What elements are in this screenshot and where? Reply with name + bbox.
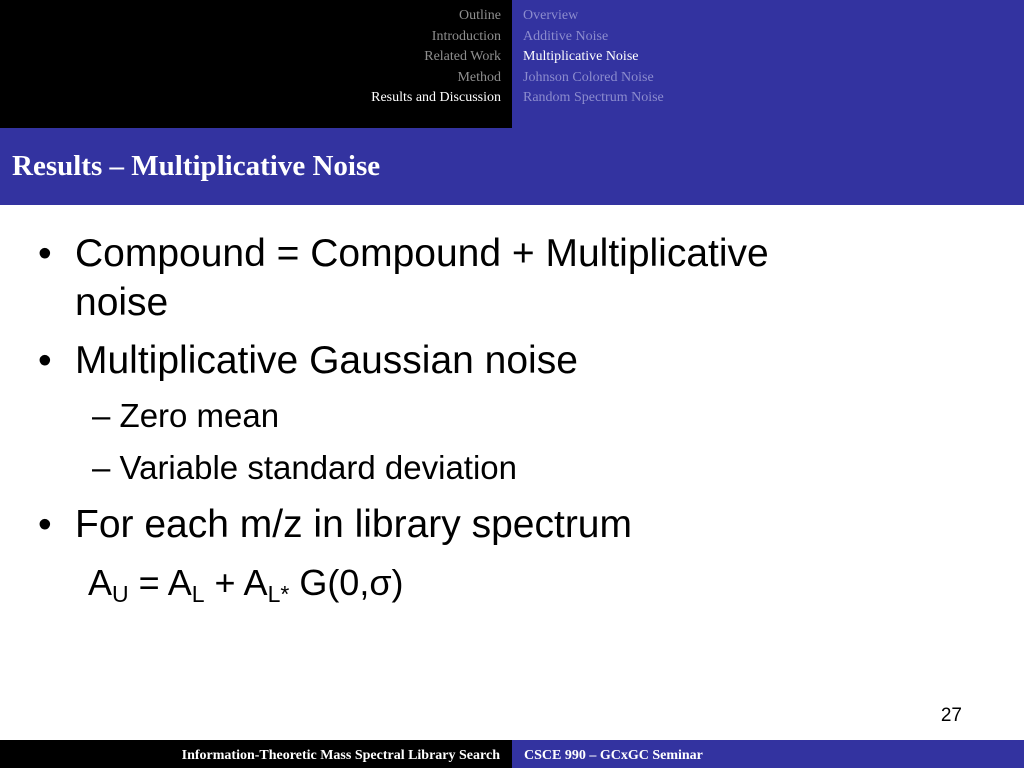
page-number: 27 (940, 705, 962, 726)
formula-sub-u: U (112, 581, 129, 607)
formula-g: G(0,σ) (289, 562, 404, 603)
subsection-nav (512, 0, 1024, 128)
formula-eq: = (128, 562, 168, 603)
nav-subsection-multiplicative-noise[interactable]: Multiplicative Noise (523, 49, 639, 65)
nav-section-introduction[interactable]: Introduction (431, 28, 501, 44)
subbullet-marker: – (92, 397, 111, 434)
formula-plus: + (204, 562, 244, 603)
nav-subsection-johnson-colored-noise[interactable]: Johnson Colored Noise (523, 69, 654, 85)
bullet-text (75, 229, 769, 327)
footer-right (512, 740, 1024, 768)
nav-section-method[interactable]: Method (457, 69, 501, 85)
bullet-text-line2: noise (75, 281, 169, 324)
subbullet-marker: – (92, 449, 111, 486)
bullet-marker: • (38, 232, 52, 275)
bullet-text-line1: Compound = Compound + Multiplicative (75, 232, 769, 275)
nav-subsection-overview[interactable]: Overview (523, 8, 579, 23)
formula-a1: A (88, 562, 113, 603)
formula-a3: A (243, 562, 268, 603)
nav-subsection-additive-noise[interactable]: Additive Noise (523, 28, 609, 44)
bullet-marker: • (38, 503, 52, 546)
nav-section-outline[interactable]: Outline (459, 8, 501, 23)
formula-sub-l: L (191, 581, 205, 607)
footer-left (0, 740, 512, 768)
slide-title: Results – Multiplicative Noise (12, 150, 381, 182)
bullet-text: Multiplicative Gaussian noise (75, 339, 578, 382)
footer-course-name: CSCE 990 – GCxGC Seminar (524, 748, 703, 763)
subbullet-variable-std (92, 448, 517, 488)
nav-section-related-work[interactable]: Related Work (424, 49, 501, 65)
section-nav (0, 0, 512, 128)
title-bar (0, 128, 1024, 205)
formula-sub-l-star: L* (267, 581, 290, 607)
subbullet-text: Zero mean (119, 397, 280, 434)
nav-section-results[interactable]: Results and Discussion (371, 90, 501, 106)
formula-a2: A (167, 562, 192, 603)
bullet-marker: • (38, 339, 52, 382)
nav-subsection-random-spectrum-noise[interactable]: Random Spectrum Noise (523, 90, 664, 106)
noise-formula (88, 561, 404, 605)
subbullet-zero-mean (92, 396, 279, 436)
subbullet-text: Variable standard deviation (119, 449, 518, 486)
slide-content (0, 205, 1024, 740)
bullet-text: For each m/z in library spectrum (75, 503, 632, 546)
footer-talk-title: Information-Theoretic Mass Spectral Library Search (181, 748, 500, 763)
